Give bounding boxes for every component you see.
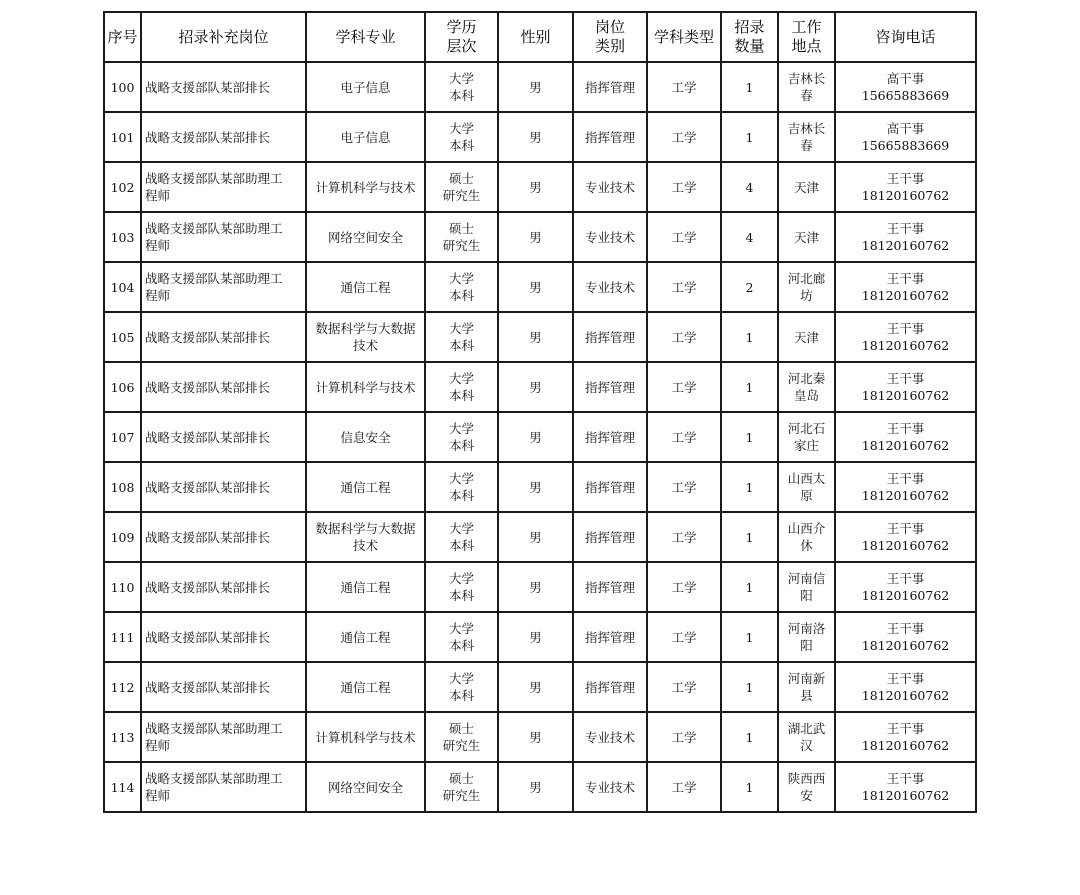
cell-contact: 王干事 18120160762 — [835, 412, 976, 462]
cell-count: 1 — [721, 512, 778, 562]
cell-category: 指挥管理 — [573, 462, 647, 512]
cell-contact: 王干事 18120160762 — [835, 362, 976, 412]
table-body — [104, 62, 976, 812]
cell-gender: 男 — [498, 462, 573, 512]
cell-category: 指挥管理 — [573, 612, 647, 662]
cell-discipline: 工学 — [647, 462, 721, 512]
cell-discipline: 工学 — [647, 162, 721, 212]
header-major: 学科专业 — [306, 12, 425, 62]
cell-location: 吉林长 春 — [778, 112, 835, 162]
cell-count: 2 — [721, 262, 778, 312]
cell-count: 1 — [721, 412, 778, 462]
cell-position: 战略支援部队某部助理工 程师 — [141, 712, 306, 762]
cell-location: 河北石 家庄 — [778, 412, 835, 462]
cell-major: 数据科学与大数据 技术 — [306, 512, 425, 562]
header-category: 岗位 类别 — [573, 12, 647, 62]
cell-education: 大学 本科 — [425, 362, 498, 412]
cell-major: 通信工程 — [306, 562, 425, 612]
cell-discipline: 工学 — [647, 612, 721, 662]
cell-position: 战略支援部队某部排长 — [141, 512, 306, 562]
cell-education: 大学 本科 — [425, 512, 498, 562]
cell-location: 山西太 原 — [778, 462, 835, 512]
cell-contact: 王干事 18120160762 — [835, 562, 976, 612]
cell-position: 战略支援部队某部排长 — [141, 562, 306, 612]
cell-contact: 王干事 18120160762 — [835, 762, 976, 812]
cell-gender: 男 — [498, 412, 573, 462]
cell-category: 专业技术 — [573, 762, 647, 812]
cell-education: 大学 本科 — [425, 412, 498, 462]
header-location: 工作 地点 — [778, 12, 835, 62]
cell-gender: 男 — [498, 312, 573, 362]
cell-education: 大学 本科 — [425, 262, 498, 312]
cell-gender: 男 — [498, 762, 573, 812]
header-gender: 性别 — [498, 12, 573, 62]
cell-education: 硕士 研究生 — [425, 762, 498, 812]
cell-position: 战略支援部队某部排长 — [141, 662, 306, 712]
cell-location: 山西介 休 — [778, 512, 835, 562]
table-row — [104, 162, 976, 212]
cell-education: 大学 本科 — [425, 612, 498, 662]
cell-position: 战略支援部队某部助理工 程师 — [141, 262, 306, 312]
header-discipline: 学科类型 — [647, 12, 721, 62]
cell-count: 4 — [721, 212, 778, 262]
cell-contact: 王干事 18120160762 — [835, 462, 976, 512]
header-count: 招录 数量 — [721, 12, 778, 62]
table-row — [104, 112, 976, 162]
cell-contact: 王干事 18120160762 — [835, 312, 976, 362]
table-row — [104, 562, 976, 612]
cell-count: 1 — [721, 662, 778, 712]
cell-gender: 男 — [498, 612, 573, 662]
cell-location: 天津 — [778, 312, 835, 362]
cell-gender: 男 — [498, 712, 573, 762]
cell-education: 大学 本科 — [425, 562, 498, 612]
cell-contact: 王干事 18120160762 — [835, 162, 976, 212]
cell-position: 战略支援部队某部排长 — [141, 412, 306, 462]
header-contact: 咨询电话 — [835, 12, 976, 62]
cell-contact: 王干事 18120160762 — [835, 512, 976, 562]
cell-discipline: 工学 — [647, 62, 721, 112]
cell-count: 1 — [721, 62, 778, 112]
cell-no: 111 — [104, 612, 141, 662]
cell-location: 天津 — [778, 162, 835, 212]
table-row — [104, 512, 976, 562]
cell-count: 1 — [721, 112, 778, 162]
cell-discipline: 工学 — [647, 312, 721, 362]
cell-gender: 男 — [498, 262, 573, 312]
table-row — [104, 362, 976, 412]
cell-category: 指挥管理 — [573, 362, 647, 412]
cell-position: 战略支援部队某部排长 — [141, 462, 306, 512]
cell-gender: 男 — [498, 212, 573, 262]
cell-gender: 男 — [498, 62, 573, 112]
cell-count: 1 — [721, 762, 778, 812]
cell-category: 专业技术 — [573, 712, 647, 762]
cell-contact: 王干事 18120160762 — [835, 612, 976, 662]
table-row — [104, 762, 976, 812]
table-row — [104, 62, 976, 112]
recruitment-table — [103, 11, 977, 813]
table-row — [104, 662, 976, 712]
cell-count: 1 — [721, 562, 778, 612]
cell-discipline: 工学 — [647, 362, 721, 412]
cell-no: 107 — [104, 412, 141, 462]
cell-position: 战略支援部队某部助理工 程师 — [141, 162, 306, 212]
cell-location: 湖北武 汉 — [778, 712, 835, 762]
cell-location: 河北廊 坊 — [778, 262, 835, 312]
cell-no: 108 — [104, 462, 141, 512]
cell-position: 战略支援部队某部排长 — [141, 312, 306, 362]
table-row — [104, 412, 976, 462]
cell-major: 计算机科学与技术 — [306, 362, 425, 412]
cell-education: 硕士 研究生 — [425, 212, 498, 262]
cell-no: 100 — [104, 62, 141, 112]
cell-major: 计算机科学与技术 — [306, 712, 425, 762]
table-row — [104, 612, 976, 662]
cell-no: 103 — [104, 212, 141, 262]
header-position: 招录补充岗位 — [141, 12, 306, 62]
cell-major: 网络空间安全 — [306, 212, 425, 262]
cell-category: 专业技术 — [573, 262, 647, 312]
cell-count: 1 — [721, 312, 778, 362]
cell-location: 陕西西 安 — [778, 762, 835, 812]
cell-count: 1 — [721, 712, 778, 762]
cell-discipline: 工学 — [647, 662, 721, 712]
cell-gender: 男 — [498, 112, 573, 162]
header-no: 序号 — [104, 12, 141, 62]
cell-category: 指挥管理 — [573, 662, 647, 712]
cell-discipline: 工学 — [647, 412, 721, 462]
cell-contact: 王干事 18120160762 — [835, 712, 976, 762]
cell-discipline: 工学 — [647, 212, 721, 262]
cell-gender: 男 — [498, 162, 573, 212]
cell-category: 专业技术 — [573, 212, 647, 262]
cell-education: 大学 本科 — [425, 112, 498, 162]
cell-category: 指挥管理 — [573, 312, 647, 362]
cell-major: 通信工程 — [306, 462, 425, 512]
cell-major: 电子信息 — [306, 62, 425, 112]
cell-education: 大学 本科 — [425, 62, 498, 112]
cell-no: 104 — [104, 262, 141, 312]
cell-no: 106 — [104, 362, 141, 412]
cell-gender: 男 — [498, 512, 573, 562]
cell-no: 110 — [104, 562, 141, 612]
table-row — [104, 262, 976, 312]
cell-contact: 王干事 18120160762 — [835, 662, 976, 712]
cell-no: 112 — [104, 662, 141, 712]
cell-position: 战略支援部队某部排长 — [141, 62, 306, 112]
table-row — [104, 462, 976, 512]
cell-major: 数据科学与大数据 技术 — [306, 312, 425, 362]
cell-no: 101 — [104, 112, 141, 162]
cell-location: 河北秦 皇岛 — [778, 362, 835, 412]
cell-no: 102 — [104, 162, 141, 212]
cell-discipline: 工学 — [647, 762, 721, 812]
cell-category: 指挥管理 — [573, 62, 647, 112]
cell-position: 战略支援部队某部助理工 程师 — [141, 762, 306, 812]
cell-no: 113 — [104, 712, 141, 762]
cell-location: 天津 — [778, 212, 835, 262]
cell-education: 硕士 研究生 — [425, 162, 498, 212]
cell-contact: 王干事 18120160762 — [835, 212, 976, 262]
cell-contact: 王干事 18120160762 — [835, 262, 976, 312]
cell-category: 指挥管理 — [573, 112, 647, 162]
cell-major: 网络空间安全 — [306, 762, 425, 812]
cell-education: 大学 本科 — [425, 462, 498, 512]
cell-location: 河南新 县 — [778, 662, 835, 712]
cell-category: 专业技术 — [573, 162, 647, 212]
cell-category: 指挥管理 — [573, 562, 647, 612]
cell-discipline: 工学 — [647, 512, 721, 562]
cell-contact: 高干事 15665883669 — [835, 62, 976, 112]
cell-education: 大学 本科 — [425, 662, 498, 712]
cell-position: 战略支援部队某部排长 — [141, 362, 306, 412]
cell-location: 河南信 阳 — [778, 562, 835, 612]
cell-location: 吉林长 春 — [778, 62, 835, 112]
cell-count: 1 — [721, 462, 778, 512]
cell-discipline: 工学 — [647, 262, 721, 312]
cell-count: 4 — [721, 162, 778, 212]
cell-major: 电子信息 — [306, 112, 425, 162]
cell-discipline: 工学 — [647, 112, 721, 162]
cell-no: 105 — [104, 312, 141, 362]
table-header-row — [104, 12, 976, 62]
cell-no: 114 — [104, 762, 141, 812]
cell-position: 战略支援部队某部排长 — [141, 112, 306, 162]
cell-count: 1 — [721, 612, 778, 662]
cell-gender: 男 — [498, 662, 573, 712]
table-row — [104, 212, 976, 262]
table-row — [104, 312, 976, 362]
cell-major: 通信工程 — [306, 612, 425, 662]
cell-major: 通信工程 — [306, 262, 425, 312]
cell-category: 指挥管理 — [573, 512, 647, 562]
cell-major: 信息安全 — [306, 412, 425, 462]
cell-position: 战略支援部队某部助理工 程师 — [141, 212, 306, 262]
header-education: 学历 层次 — [425, 12, 498, 62]
cell-major: 通信工程 — [306, 662, 425, 712]
cell-education: 硕士 研究生 — [425, 712, 498, 762]
cell-contact: 高干事 15665883669 — [835, 112, 976, 162]
cell-category: 指挥管理 — [573, 412, 647, 462]
cell-no: 109 — [104, 512, 141, 562]
table-row — [104, 712, 976, 762]
cell-major: 计算机科学与技术 — [306, 162, 425, 212]
cell-gender: 男 — [498, 562, 573, 612]
cell-count: 1 — [721, 362, 778, 412]
cell-gender: 男 — [498, 362, 573, 412]
cell-discipline: 工学 — [647, 562, 721, 612]
cell-position: 战略支援部队某部排长 — [141, 612, 306, 662]
cell-discipline: 工学 — [647, 712, 721, 762]
cell-location: 河南洛 阳 — [778, 612, 835, 662]
cell-education: 大学 本科 — [425, 312, 498, 362]
